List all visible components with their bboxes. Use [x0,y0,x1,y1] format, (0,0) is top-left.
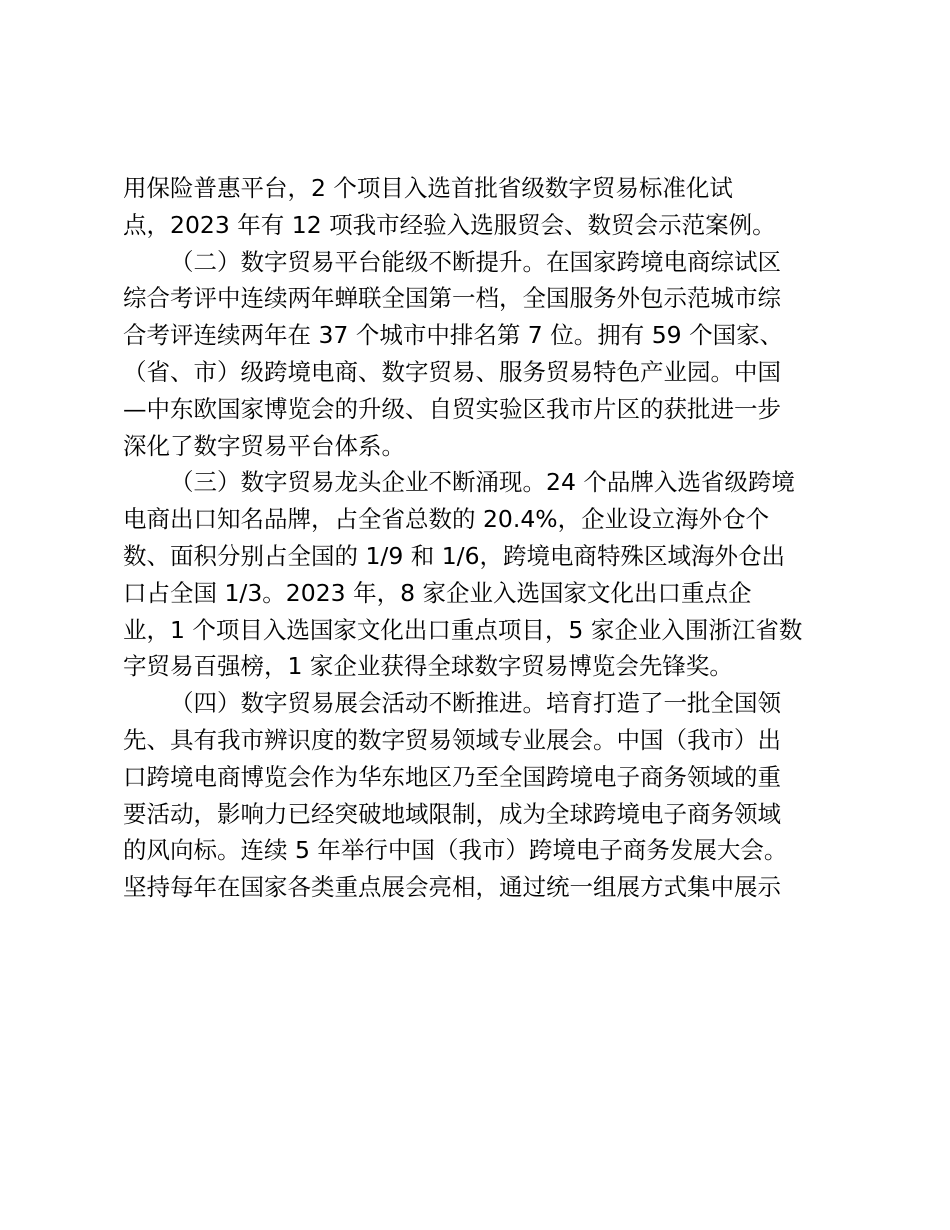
text-line: 点，2023 年有 12 项我市经验入选服贸会、数贸会示范案例。 [123,210,776,239]
section-heading-line: （二）数字贸易平台能级不断提升。在国家跨境电商综试区 [170,247,781,276]
text-line: 数、面积分别占全国的 1/9 和 1/6，跨境电商特殊区域海外仓出 [123,541,786,570]
text-line: 要活动，影响力已经突破地域限制，成为全球跨境电子商务领域 [123,799,781,828]
text-line: 字贸易百强榜，1 家企业获得全球数字贸易博览会先锋奖。 [123,652,733,681]
text-line: 用保险普惠平台，2 个项目入选首批省级数字贸易标准化试 [123,174,733,202]
text-line: 的风向标。连续 5 年举行中国（我市）跨境电子商务发展大会。 [123,836,788,865]
text-line: 合考评连续两年在 37 个城市中排名第 7 位。拥有 59 个国家、 [123,321,784,350]
text-line: 业，1 个项目入选国家文化出口重点项目，5 家企业入围浙江省数 [123,615,803,644]
text-line: 先、具有我市辨识度的数字贸易领域专业展会。中国（我市）出 [123,725,781,754]
section-heading-line: （四）数字贸易展会活动不断推进。培育打造了一批全国领 [170,689,781,718]
body-text [123,170,843,906]
text-line: 口占全国 1/3。2023 年，8 家企业入选国家文化出口重点企 [123,578,752,607]
text-line: 深化了数字贸易平台体系。 [123,431,405,460]
text-line: —中东欧国家博览会的升级、自贸实验区我市片区的获批进一步 [123,394,781,423]
text-line: 综合考评中连续两年蝉联全国第一档，全国服务外包示范城市综 [123,284,781,313]
text-line: 坚持每年在国家各类重点展会亮相，通过统一组展方式集中展示 [123,873,781,902]
section-heading-line: （三）数字贸易龙头企业不断涌现。24 个品牌入选省级跨境 [170,468,795,497]
text-line: 电商出口知名品牌，占全省总数的 20.4%，企业设立海外仓个 [123,505,770,534]
text-line: 口跨境电商博览会作为华东地区乃至全国跨境电子商务领域的重 [123,762,781,791]
text-line: （省、市）级跨境电商、数字贸易、服务贸易特色产业园。中国 [123,357,781,386]
